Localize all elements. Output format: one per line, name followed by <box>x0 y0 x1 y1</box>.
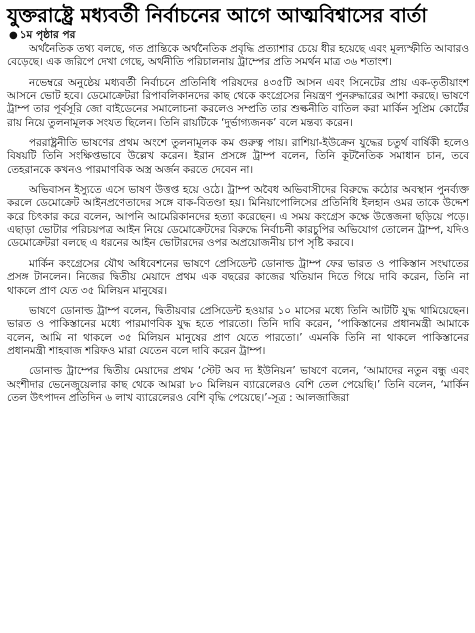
continuation-note <box>9 29 469 42</box>
continuation-label: ১ম পৃষ্ঠার পর <box>19 29 76 41</box>
paragraph: পররাষ্ট্রনীতি ভাষণের প্রথম অংশে তুলনামূলক কম গুরুত্ব পায়। রাশিয়া-ইউক্রেন যুদ্ধের চতুর্থ বার্ষিকী হলেও বিষয়টি তিনি সংক্ষিপ্তভাবে উল্লেখ করেন। ইরান প্রসঙ্গে ট্রাম্প বলেন, তিনি কূটনৈতিক সমাধান চান, তবে তেহরানকে কখনও পারমাণবিক অস্ত্র অর্জন করতে দেবেন না। <box>7 137 469 176</box>
paragraph: ভাষণে ডোনাল্ড ট্রাম্প বলেন, দ্বিতীয়বার প্রেসিডেন্ট হওয়ার ১০ মাসের মধ্যে তিনি আটটি যুদ্ধ থামিয়েছেন। ভারত ও পাকিস্তানের মধ্যে পারমাণবিক যুদ্ধ হতে পারতো। তিনি দাবি করেন, ‘পাকিস্তানের প্রধানমন্ত্রী আমাকে বলেন, আমি না থাকলে ৩৫ মিলিয়ন মানুষের প্রাণ যেতে পারতো।’ এমনকি তিনি না থাকলে পাকিস্তানের প্রধানমন্ত্রী শাহবাজ শরিফও মারা যেতেন বলে দাবি করেন ট্রাম্প। <box>7 304 469 357</box>
article-body <box>7 43 469 405</box>
bullet-icon: ● <box>9 30 18 41</box>
paragraph: নভেম্বরে অনুষ্ঠেয় মধ্যবর্তী নির্বাচনে প্রতিনিধি পরিষদের ৪৩৫টি আসন এবং সিনেটের প্রায় এক-তৃতীয়াংশ আসনে ভোট হবে। ডেমোক্রেটরা রিপাবলিকানদের কাছ থেকে কংগ্রেসের নিয়ন্ত্রণ পুনরুদ্ধারের আশা করছে। ভাষণে ট্রাম্প তার পূর্বসূরি জো বাইডেনের সমালোচনা করলেও সম্প্রতি তার শুল্কনীতি বাতিল করা মার্কিন সুপ্রিম কোর্টের রায় নিয়ে তুলনামূলক সংযত ছিলেন। তিনি রায়টিকে ‘দুর্ভাগ্যজনক’ বলে মন্তব্য করেন। <box>7 76 469 129</box>
paragraph: অভিবাসন ইস্যুতে এসে ভাষণ উত্তপ্ত হয়ে ওঠে। ট্রাম্প অবৈধ অভিবাসীদের বিরুদ্ধে কঠোর অবস্থান পুনর্ব্যক্ত করলে ডেমোক্রেট আইনপ্রণেতাদের সঙ্গে বাক-বিতণ্ডা হয়। মিনিয়াপোলিসের প্রতিনিধি ইলহান ওমর তাকে উদ্দেশ করে চিৎকার করে বলেন, আপনি আমেরিকানদের হত্যা করেছেন। এ সময় কংগ্রেস কক্ষে উত্তেজনা ছড়িয়ে পড়ে। এছাড়া ভোটার পরিচয়পত্র আইন নিয়ে ডেমোক্রেটদের বিরুদ্ধে নির্বাচনী কারচুপির অভিযোগ তোলেন ট্রাম্প, যদিও ডেমোক্রেটরা বলছে এ ধরনের আইন ভোটারদের ওপর অপ্রয়োজনীয় চাপ সৃষ্টি করবে। <box>7 184 469 250</box>
headline: যুক্তরাষ্ট্রে মধ্যবর্তী নির্বাচনের আগে আত্মবিশ্বাসের বার্তা <box>7 4 428 27</box>
paragraph: অর্থনৈতিক তথ্য বলছে, গত প্রান্তিকে অর্থনৈতিক প্রবৃদ্ধি প্রত্যাশার চেয়ে ধীর হয়েছে এবং মূল্যস্ফীতি আবারও বেড়েছে। এক জরিপে দেখা গেছে, অর্থনীতি পরিচালনায় ট্রাম্পের প্রতি সমর্থন মাত্র ৩৬ শতাংশ। <box>7 43 469 69</box>
paragraph: মার্কিন কংগ্রেসের যৌথ অধিবেশনের ভাষণে প্রেসিডেন্ট ডোনাল্ড ট্রাম্প ফের ভারত ও পাকিস্তান সংঘাতের প্রসঙ্গ টানলেন। নিজের দ্বিতীয় মেয়াদে প্রথম এক বছরের কাজের খতিয়ান দিতে গিয়ে দাবি করেন, তিনি না থাকলে প্রাণ যেত ৩৫ মিলিয়ন মানুষের। <box>7 257 469 297</box>
paragraph: ডোনাল্ড ট্রাম্পের দ্বিতীয় মেয়াদের প্রথম ‘স্টেট অব দ্য ইউনিয়ন’ ভাষণে বলেন, ‘আমাদের নতুন বন্ধু এবং অংশীদার ভেনেজুয়েলার কাছ থেকে আমরা ৮০ মিলিয়ন ব্যারেলেরও বেশি তেল পেয়েছি।’ তিনি বলেন, ‘মার্কিন তেল উৎপাদন প্রতিদিন ৬ লাখ ব্যারেলেরও বেশি বৃদ্ধি পেয়েছে।’-সূত্র : আলজাজিরা <box>7 365 469 404</box>
